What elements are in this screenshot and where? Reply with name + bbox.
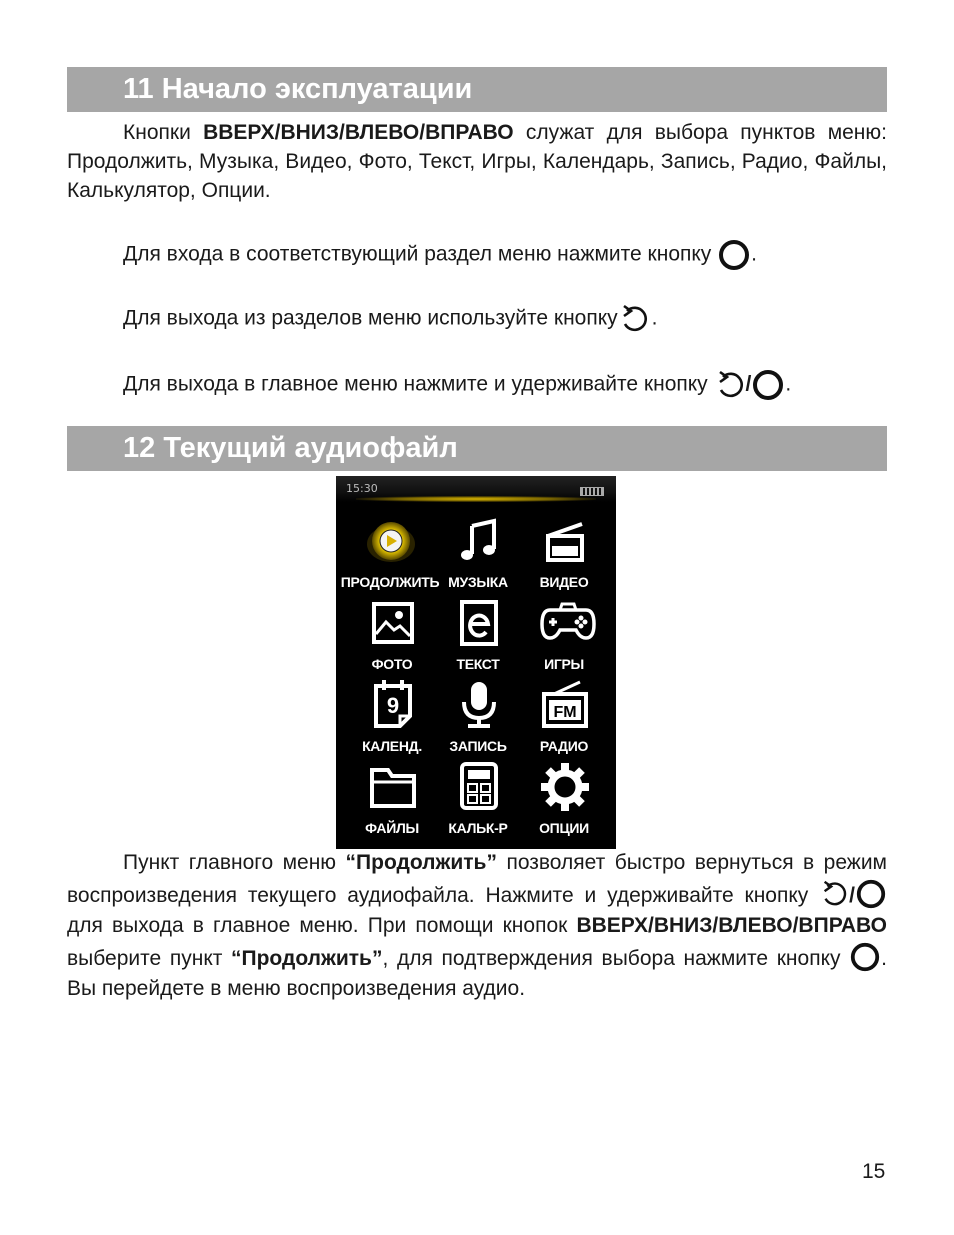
ok-button-icon — [751, 368, 785, 402]
photo-icon — [368, 598, 418, 648]
ok-button-icon — [855, 878, 887, 910]
back-button-icon — [714, 368, 746, 402]
page-number: 15 — [862, 1160, 886, 1183]
radio-fm-icon — [540, 680, 590, 730]
menu-item-calculator[interactable]: КАЛЬК-Р — [432, 762, 524, 844]
clock: 15:30 — [346, 482, 378, 495]
section-12-title: 12 Текущий аудиофайл — [123, 432, 458, 464]
menu-item-resume[interactable]: ПРОДОЛЖИТЬ — [344, 516, 436, 598]
back-button-icon — [618, 302, 652, 336]
gamepad-icon — [540, 598, 596, 648]
menu-item-options[interactable]: ОПЦИИ — [518, 762, 610, 844]
gear-icon — [540, 762, 590, 812]
menu-item-record[interactable]: ЗАПИСЬ — [432, 680, 524, 762]
player-main-menu-screen — [336, 476, 616, 849]
calculator-icon — [454, 762, 504, 812]
section-12-body: Пункт главного меню “Продолжить” позволяет быстро вернуться в режим воспроизведения текущего аудиофайла. Нажмите и удерживайте кнопку / для выхода в главное меню. При помощи кнопок ВВЕРХ/ВНИЗ/ВЛЕВО/ВПРАВО выберите пункт “Продолжить”, для подтверждения выбора нажмите кнопку . Вы перейдете в меню воспроизведения аудио. — [67, 851, 887, 1000]
menu-item-video[interactable]: ВИДЕО — [518, 516, 610, 598]
section-12-header — [67, 426, 887, 471]
menu-item-photo[interactable]: ФОТО — [346, 598, 438, 680]
section-11-header — [67, 67, 887, 112]
menu-item-radio[interactable]: FM РАДИО — [518, 680, 610, 762]
menu-item-calendar[interactable]: 9 КАЛЕНД. — [346, 680, 438, 762]
menu-item-games[interactable]: ИГРЫ — [518, 598, 610, 680]
folder-icon — [368, 762, 418, 812]
calendar-icon — [368, 680, 418, 730]
menu-item-files[interactable]: ФАЙЛЫ — [346, 762, 438, 844]
resume-play-icon — [366, 516, 416, 566]
svg-text:FM: FM — [553, 704, 577, 721]
ok-button-icon — [849, 941, 881, 973]
text-e-icon — [454, 598, 504, 648]
battery-icon — [580, 487, 604, 496]
ok-button-icon — [717, 238, 751, 272]
main-menu-instruction: Для выхода в главное меню нажмите и удерживайте кнопку / . — [123, 368, 791, 402]
menu-item-text[interactable]: ТЕКСТ — [432, 598, 524, 680]
microphone-icon — [454, 680, 504, 730]
section-11-intro: Кнопки ВВЕРХ/ВНИЗ/ВЛЕВО/ВПРАВО служат для выбора пунктов меню: Продолжить, Музыка, Видео, Фото, Текст, Игры, Календарь, Запись, Радио, Файлы, Калькулятор, Опции. — [67, 121, 887, 202]
exit-instruction: Для выхода из разделов меню используйте кнопку . — [123, 302, 658, 336]
music-note-icon — [454, 516, 504, 566]
enter-instruction: Для входа в соответствующий раздел меню нажмите кнопку . — [123, 238, 757, 272]
section-11-title: 11 Начало эксплуатации — [123, 73, 473, 105]
svg-text:9: 9 — [386, 693, 400, 718]
status-bar — [336, 476, 616, 502]
menu-item-music[interactable]: МУЗЫКА — [432, 516, 524, 598]
back-button-icon — [819, 878, 849, 910]
video-icon — [540, 516, 590, 566]
